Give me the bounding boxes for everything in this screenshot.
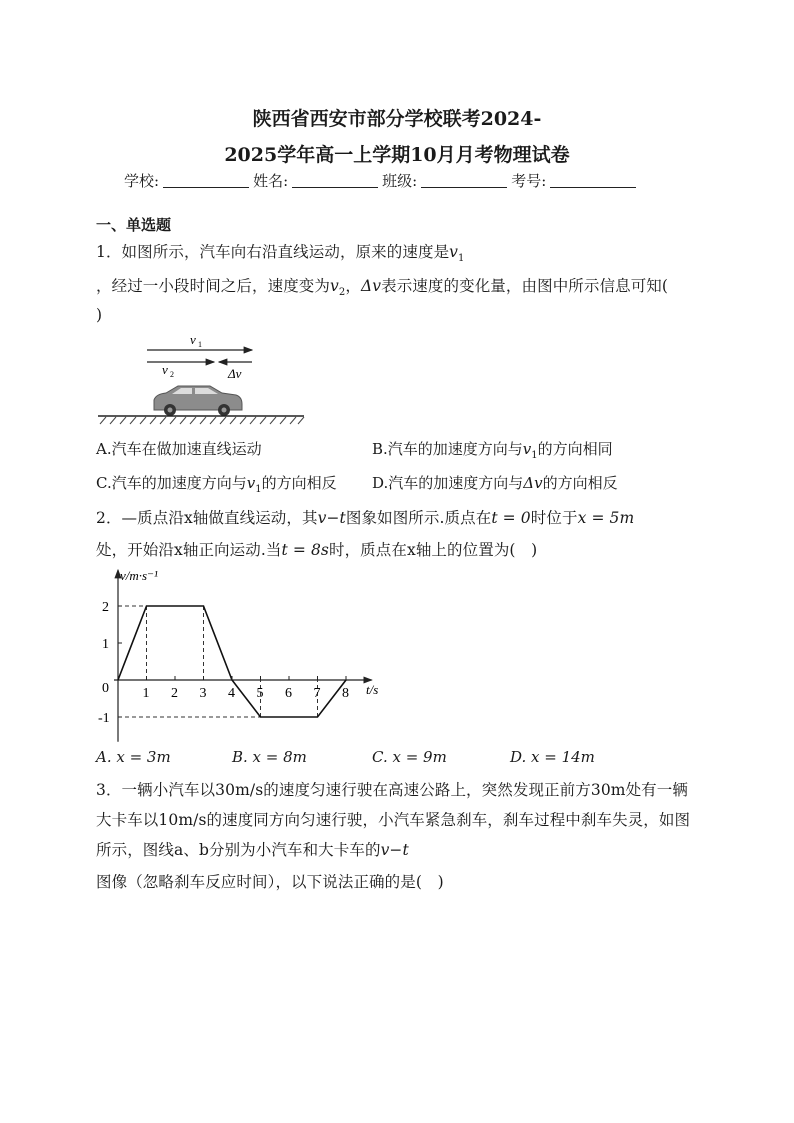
q2-option-b[interactable]: B. x = 8m xyxy=(232,748,307,766)
x-tick-label: 6 xyxy=(285,686,292,701)
class-label: 班级: xyxy=(382,172,418,190)
q3-line-3: 所示，图线a、b分别为小汽车和大卡车的v−t xyxy=(96,841,409,859)
x-tick-label: 4 xyxy=(228,686,235,701)
y-tick-label: 1 xyxy=(102,637,109,652)
y-tick-label: 0 xyxy=(102,681,109,696)
y-tick-label: 2 xyxy=(102,600,109,615)
car-figure xyxy=(92,328,312,428)
x-tick-label: 5 xyxy=(256,686,264,701)
school-label: 学校: xyxy=(124,172,160,190)
x-axis-label: t/s xyxy=(366,682,379,697)
q1-line-1: 1．如图所示，汽车向右沿直线运动，原来的速度是$v_1$ xyxy=(96,243,465,265)
number-label: 考号: xyxy=(511,172,547,190)
fig-v2-label: v xyxy=(162,362,168,377)
student-info xyxy=(124,170,640,191)
q3-line-2: 大卡车以10m/s的速度同方向匀速行驶，小汽车紧急刹车，刹车过程中刹车失灵，如图 xyxy=(96,811,691,829)
title-line-2: 2025学年高一上学期10月月考物理试卷 xyxy=(224,144,570,166)
class-blank[interactable] xyxy=(421,173,507,188)
x-tick-label: 3 xyxy=(199,686,207,701)
q2-option-a[interactable]: A. x = 3m xyxy=(96,748,171,766)
y-tick-label: -1 xyxy=(98,711,110,726)
q1-option-c[interactable]: C.汽车的加速度方向与$v_1$的方向相反 xyxy=(96,474,337,495)
x-tick-label: 8 xyxy=(342,686,349,701)
ground-hatching xyxy=(100,417,304,424)
q1-line-2: ，经过一小段时间之后，速度变为$v_2$，Δv表示速度的变化量，由图中所示信息可知( xyxy=(96,277,669,299)
q2-line-1: 2．—质点沿x轴做直线运动，其v−t图象如图所示.质点在t = 0时位于x = 5m xyxy=(96,509,635,527)
x-tick-label: 7 xyxy=(313,686,321,701)
name-blank[interactable] xyxy=(292,173,378,188)
q1-option-b[interactable]: B.汽车的加速度方向与$v_1$的方向相同 xyxy=(372,440,613,461)
car-icon xyxy=(154,386,242,416)
y-axis-label: v/m·s⁻¹ xyxy=(120,568,158,583)
vt-chart xyxy=(96,562,396,742)
q2-option-c[interactable]: C. x = 9m xyxy=(372,748,447,766)
school-blank[interactable] xyxy=(163,173,249,188)
title-line-1: 陕西省西安市部分学校联考2024- xyxy=(252,108,542,130)
svg-text:2: 2 xyxy=(170,370,174,379)
fig-dv-label: Δv xyxy=(228,366,242,381)
fig-v1-label: v xyxy=(190,332,196,347)
q2-option-d[interactable]: D. x = 14m xyxy=(510,748,595,766)
number-blank[interactable] xyxy=(550,173,636,188)
section-heading: 一、单选题 xyxy=(96,216,172,234)
x-tick-label: 2 xyxy=(171,686,178,701)
q1-option-a[interactable]: A.汽车在做加速直线运动 xyxy=(96,440,262,458)
name-label: 姓名: xyxy=(253,172,289,190)
q2-line-2: 处，开始沿x轴正向运动.当t = 8s时，质点在x轴上的位置为( ) xyxy=(96,541,538,559)
q3-line-1: 3．一辆小汽车以30m/s的速度匀速行驶在高速公路上，突然发现正前方30m处有一辆 xyxy=(96,781,688,799)
q1-line-3: ) xyxy=(96,306,103,324)
q3-line-4: 图像（忽略刹车反应时间），以下说法正确的是( ) xyxy=(96,873,444,891)
svg-text:1: 1 xyxy=(198,340,202,349)
x-tick-label: 1 xyxy=(142,686,150,701)
q1-option-d[interactable]: D.汽车的加速度方向与Δv的方向相反 xyxy=(372,474,618,492)
